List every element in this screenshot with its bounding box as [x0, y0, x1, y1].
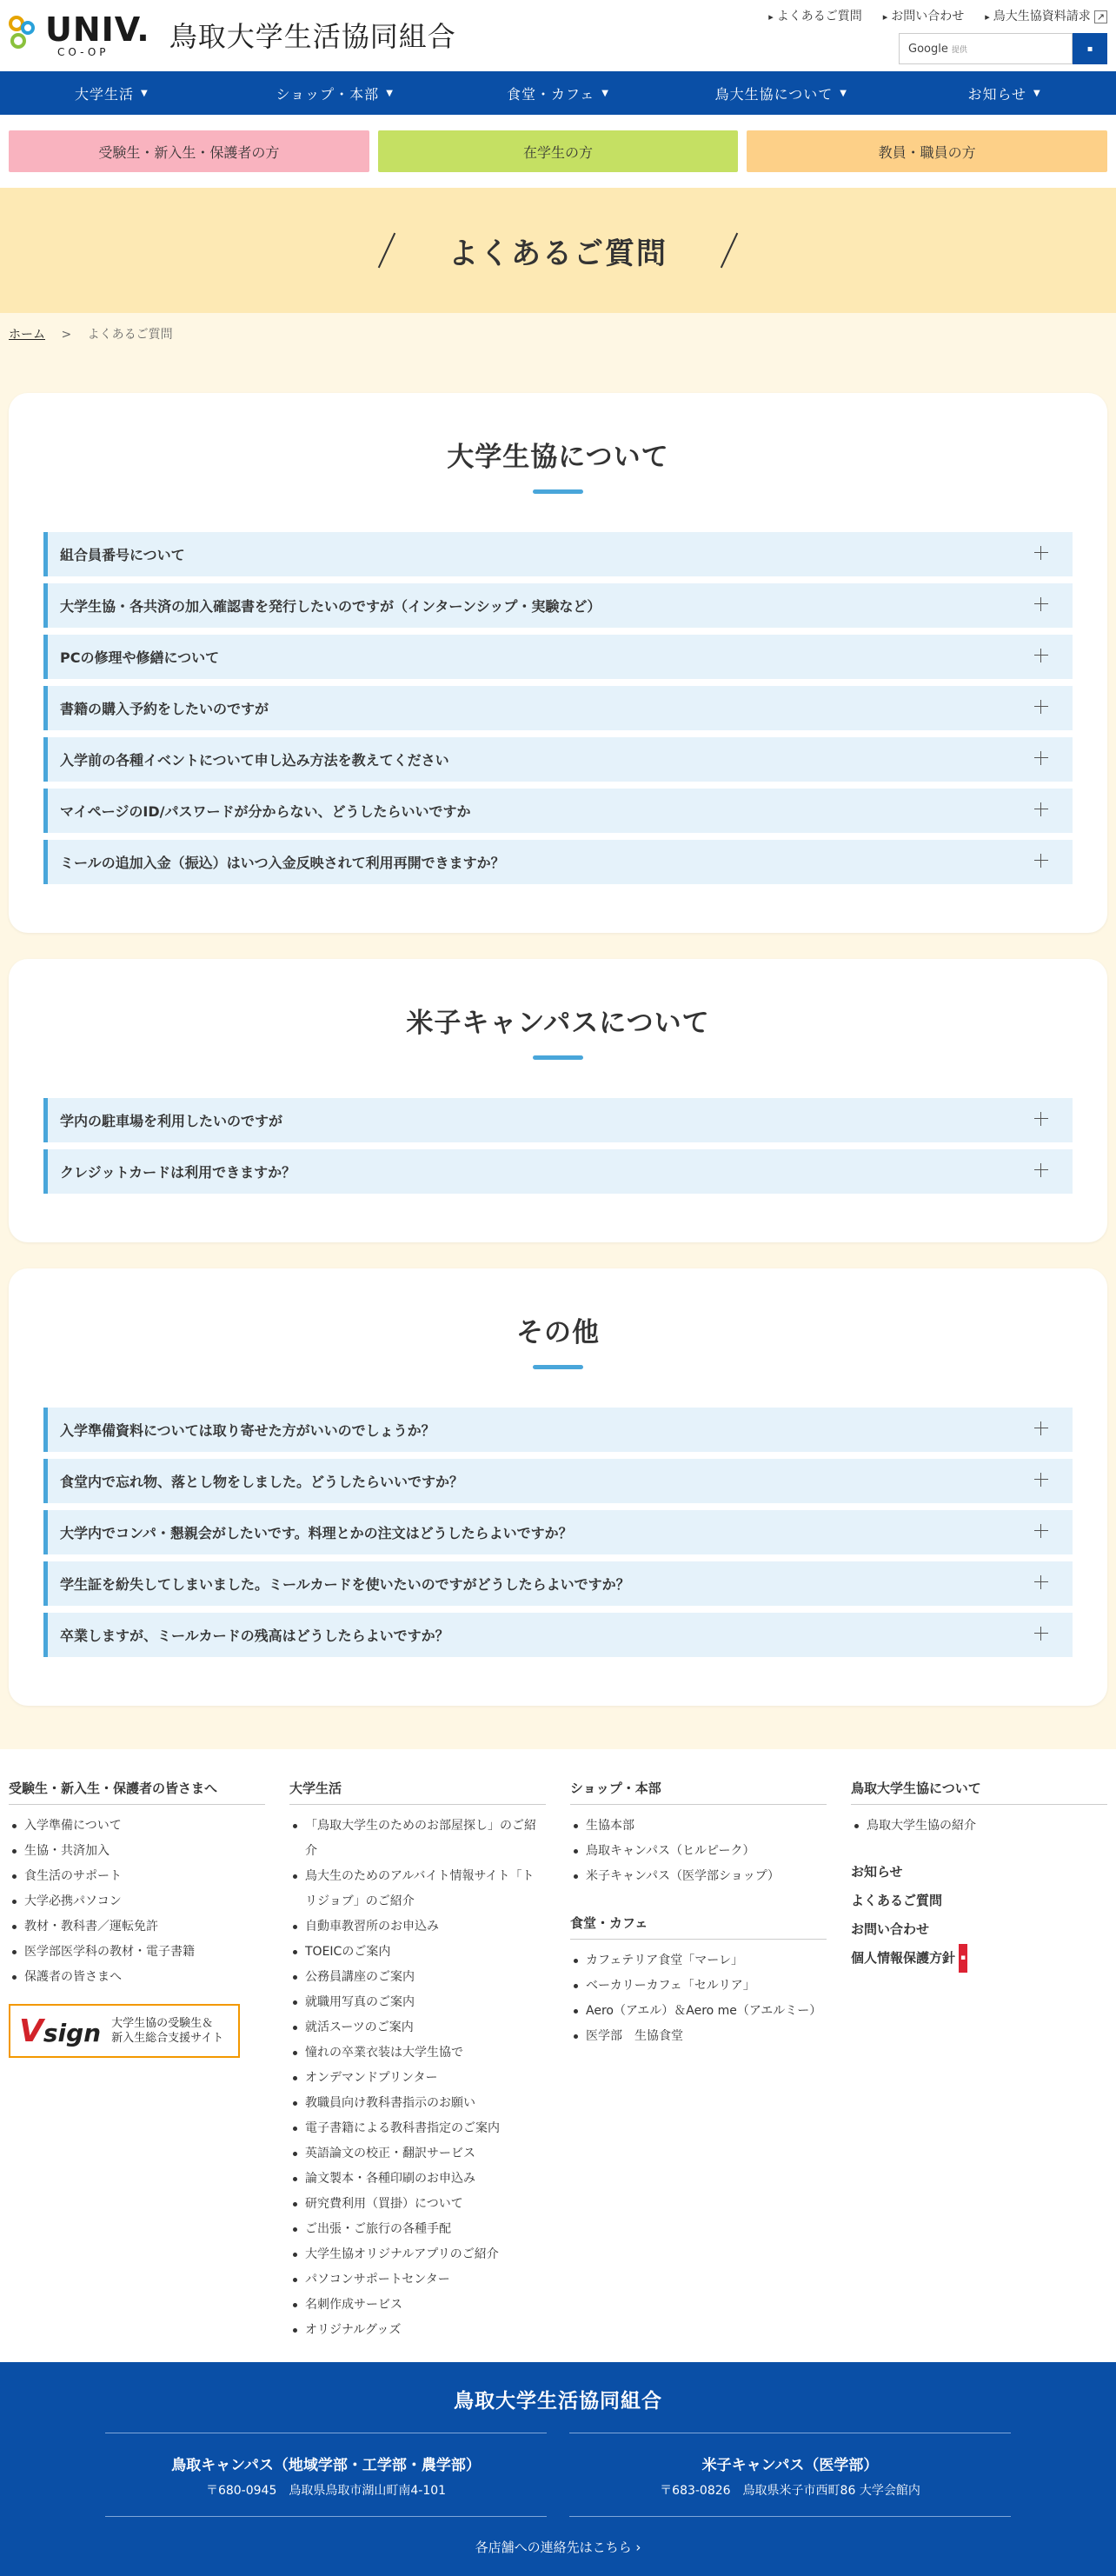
footer-col-campus-life: [289, 1779, 546, 2343]
global-nav: [0, 71, 1116, 115]
plus-icon: [1034, 700, 1048, 714]
util-link-faq[interactable]: ▸ よくあるご質問: [768, 7, 862, 24]
chevron-down-icon: ▼: [386, 88, 394, 98]
footer-link[interactable]: カフェテリア食堂「マーレ」: [570, 1948, 827, 1974]
breadcrumb-separator: >: [61, 328, 72, 342]
footer-link[interactable]: オンデマンドプリンター: [289, 2066, 546, 2091]
faq-item[interactable]: [43, 1408, 1073, 1452]
page-hero: [0, 188, 1116, 313]
nav-cafeteria[interactable]: [447, 71, 670, 115]
footer-heading: 大学生活: [289, 1779, 546, 1805]
plus-icon: [1034, 649, 1048, 662]
plus-icon: [1034, 1524, 1048, 1538]
footer-link[interactable]: 英語論文の校正・翻訳サービス: [289, 2141, 546, 2167]
footer-link[interactable]: 食生活のサポート: [9, 1864, 265, 1889]
faq-item[interactable]: [43, 686, 1073, 730]
faq-item[interactable]: [43, 1149, 1073, 1194]
plus-icon: [1034, 802, 1048, 816]
footer-link[interactable]: Aero（アエル）＆Aero me（アエルミー）: [570, 1999, 827, 2024]
breadcrumb: [0, 313, 1116, 348]
plus-icon: [1034, 1473, 1048, 1487]
nav-campus-life[interactable]: [0, 71, 223, 115]
plus-icon: [1034, 546, 1048, 560]
footer-heading: 食堂・カフェ: [570, 1914, 827, 1940]
footer-link[interactable]: 名刺作成サービス: [289, 2293, 546, 2318]
util-link-contact[interactable]: ▸ お問い合わせ: [883, 7, 965, 24]
faq-item[interactable]: [43, 1510, 1073, 1554]
footer-link[interactable]: 憧れの卒業衣装は大学生協で: [289, 2040, 546, 2066]
plus-icon: [1034, 1112, 1048, 1126]
footer-link-contact[interactable]: お問い合わせ: [851, 1921, 930, 1937]
footer-col-about: [851, 1779, 1107, 2343]
footer-link-privacy[interactable]: [851, 1944, 1107, 1973]
site-header: [0, 0, 1116, 71]
section-title: 米子キャンパスについて: [43, 1001, 1073, 1060]
faq-question: 卒業しますが、ミールカードの残高はどうしたらよいですか？: [60, 1627, 449, 1644]
org-name: 鳥取大学生活協同組合: [454, 2390, 662, 2413]
campus-name: 米子キャンパス（医学部）: [701, 2457, 879, 2474]
nav-label: 鳥大生協について: [714, 85, 834, 103]
logo-coop: CO-OP: [57, 45, 110, 58]
footer-link[interactable]: 米子キャンパス（医学部ショップ）: [570, 1864, 827, 1889]
org-footer: [0, 2362, 1116, 2576]
footer-link[interactable]: パソコンサポートセンター: [289, 2267, 546, 2293]
chevron-down-icon: ▼: [601, 88, 609, 98]
faq-item[interactable]: [43, 737, 1073, 782]
store-contact-link[interactable]: 各店舗への連絡先はこちら ›: [475, 2539, 641, 2555]
chevron-down-icon: ▼: [141, 88, 149, 98]
slash-decoration: [378, 233, 395, 269]
section-title: その他: [43, 1310, 1073, 1369]
faq-question: 学生証を紛失してしまいました。ミールカードを使いたいのですがどうしたらよいですか？: [60, 1576, 630, 1593]
faq-question: ミールの追加入金（振込）はいつ入金反映されて利用再開できますか？: [60, 855, 505, 871]
faq-list: [43, 1098, 1073, 1194]
campus-list: [0, 2433, 1116, 2517]
footer-links: [0, 1749, 1116, 2362]
vsign-logo: [19, 2014, 101, 2049]
plus-icon: [1034, 1575, 1048, 1589]
footer-link[interactable]: 教材・教科書／運転免許: [9, 1914, 265, 1940]
campus-address: 〒680-0945 鳥取県鳥取市湖山町南4-101: [205, 2484, 447, 2498]
pdf-icon: ▪: [959, 1944, 967, 1973]
faq-item[interactable]: [43, 1613, 1073, 1657]
footer-link[interactable]: ご出張・ご旅行の各種手配: [289, 2217, 546, 2242]
faq-item[interactable]: [43, 635, 1073, 679]
vsign-text-line2: 新入生総合支援サイト: [111, 2032, 224, 2045]
chevron-down-icon: ▼: [840, 88, 847, 98]
plus-icon: [1034, 597, 1048, 611]
footer-col-shops: [570, 1779, 827, 2343]
faq-question: 大学内でコンパ・懇親会がしたいです。料理とかの注文はどうしたらよいですか？: [60, 1525, 573, 1541]
faq-question: 学内の駐車場を利用したいのですが: [60, 1113, 283, 1129]
footer-link[interactable]: 大学生協オリジナルアプリのご紹介: [289, 2242, 546, 2267]
faq-question: クレジットカードは利用できますか？: [60, 1164, 296, 1181]
vsign-text-line1: 大学生協の受験生＆: [111, 2017, 214, 2030]
vsign-text: [111, 2016, 223, 2046]
footer-heading: 鳥取大学生協について: [851, 1779, 1107, 1805]
util-link-request-label: 鳥大生協資料請求: [993, 10, 1091, 23]
footer-link[interactable]: 就活スーツのご案内: [289, 2015, 546, 2040]
breadcrumb-current: よくあるご質問: [87, 328, 173, 342]
campus-yonago: [569, 2433, 1011, 2517]
footer-link[interactable]: 鳥取大学生協の紹介: [851, 1814, 1107, 1839]
vsign-logo-v: V: [19, 2013, 43, 2049]
footer-link[interactable]: 「鳥取大学生のためのお部屋探し」のご紹介: [289, 1814, 546, 1864]
utility-links: [768, 7, 1107, 24]
footer-heading: 受験生・新入生・保護者の皆さまへ: [9, 1779, 265, 1805]
footer-link[interactable]: 生協本部: [570, 1814, 827, 1839]
nav-about[interactable]: [669, 71, 893, 115]
search-provider-sub: 提供: [951, 45, 967, 55]
nav-news[interactable]: [893, 71, 1116, 115]
vsign-logo-word: sign: [43, 2018, 102, 2047]
vsign-banner[interactable]: [9, 2004, 240, 2058]
nav-label: 食堂・カフェ: [507, 85, 595, 103]
util-link-request[interactable]: [985, 7, 1107, 24]
nav-label: ショップ・本部: [276, 85, 380, 103]
nav-shop[interactable]: [223, 71, 447, 115]
faq-item[interactable]: [43, 840, 1073, 884]
faq-question: 入学前の各種イベントについて申し込み方法を教えてください: [60, 752, 449, 769]
chevron-down-icon: ▼: [1033, 88, 1041, 98]
plus-icon: [1034, 1421, 1048, 1435]
site-search: [899, 33, 1107, 64]
footer-link[interactable]: 電子書籍による教科書指定のご案内: [289, 2116, 546, 2141]
footer-col-applicants: [9, 1779, 265, 2343]
footer-link[interactable]: 公務員講座のご案内: [289, 1965, 546, 1990]
faq-question: PCの修理や修繕について: [60, 649, 220, 666]
footer-link[interactable]: 鳥大生のためのアルバイト情報サイト「トリジョブ」のご紹介: [289, 1864, 546, 1914]
footer-link[interactable]: 保護者の皆さまへ: [9, 1965, 265, 1990]
search-provider-label: Google: [908, 42, 948, 56]
plus-icon: [1034, 1627, 1048, 1641]
footer-link[interactable]: ベーカリーカフェ「セルリア」: [570, 1974, 827, 1999]
breadcrumb-home[interactable]: ホーム: [9, 328, 45, 342]
campus-address: 〒683-0826 鳥取県米子市西町86 大学会館内: [660, 2484, 920, 2498]
main-content: [0, 313, 1116, 1749]
footer-link[interactable]: 大学必携パソコン: [9, 1889, 265, 1914]
footer-link[interactable]: 研究費利用（買掛）について: [289, 2192, 546, 2217]
plus-icon: [1034, 1163, 1048, 1177]
external-link-icon: ↗: [1094, 10, 1107, 23]
footer-link[interactable]: 生協・共済加入: [9, 1839, 265, 1864]
footer-link-news[interactable]: お知らせ: [851, 1864, 903, 1880]
faq-question: 大学生協・各共済の加入確認書を発行したいのですが（インターンシップ・実験など）: [60, 598, 601, 615]
site-logo[interactable]: [9, 12, 456, 57]
faq-item[interactable]: [43, 1098, 1073, 1142]
campus-name: 鳥取キャンパス（地域学部・工学部・農学部）: [171, 2457, 481, 2474]
footer-link[interactable]: オリジナルグッズ: [289, 2318, 546, 2343]
plus-icon: [1034, 854, 1048, 868]
tab-staff[interactable]: 教員・職員の方: [747, 130, 1107, 172]
faq-item[interactable]: [43, 1459, 1073, 1503]
privacy-label: 個人情報保護方針: [851, 1950, 956, 1966]
tab-students[interactable]: 在学生の方: [378, 130, 739, 172]
site-name: 鳥取大学生活協同組合: [169, 20, 456, 53]
faq-question: 組合員番号について: [60, 547, 185, 563]
logo-univ: UNIV.: [45, 10, 150, 49]
search-button[interactable]: [1073, 33, 1107, 64]
section-title: 大学生協について: [43, 435, 1073, 494]
page-title: よくあるご質問: [448, 236, 668, 271]
logo-text: [45, 10, 150, 58]
faq-list: [43, 532, 1073, 884]
faq-item[interactable]: [43, 583, 1073, 628]
campus-tottori: [105, 2433, 547, 2517]
nav-label: 大学生活: [75, 85, 135, 103]
faq-item[interactable]: [43, 1561, 1073, 1606]
nav-label: お知らせ: [967, 85, 1026, 103]
faq-question: 食堂内で忘れ物、落とし物をしました。どうしたらいいですか？: [60, 1474, 464, 1490]
audience-tabs: [0, 115, 1116, 188]
faq-section-coop: [9, 393, 1107, 933]
footer-link[interactable]: 医学部 生協食堂: [570, 2024, 827, 2049]
footer-link[interactable]: 自動車教習所のお申込み: [289, 1914, 546, 1940]
faq-section-yonago: [9, 959, 1107, 1242]
footer-heading: ショップ・本部: [570, 1779, 827, 1805]
faq-item[interactable]: [43, 789, 1073, 833]
plus-icon: [1034, 751, 1048, 765]
footer-link-faq[interactable]: よくあるご質問: [851, 1893, 943, 1908]
footer-link[interactable]: 就職用写真のご案内: [289, 1990, 546, 2015]
faq-list: [43, 1408, 1073, 1657]
faq-question: マイページのID/パスワードが分からない、どうしたらいいですか: [60, 803, 471, 820]
tab-applicants[interactable]: 受験生・新入生・保護者の方: [9, 130, 369, 172]
coop-logo-icon: [9, 12, 40, 57]
footer-link[interactable]: 入学準備について: [9, 1814, 265, 1839]
faq-section-other: [9, 1268, 1107, 1706]
footer-link[interactable]: 教職員向け教科書指示のお願い: [289, 2091, 546, 2116]
faq-question: 入学準備資料については取り寄せた方がいいのでしょうか？: [60, 1422, 435, 1439]
footer-link[interactable]: TOEICのご案内: [289, 1940, 546, 1965]
footer-link[interactable]: 鳥取キャンパス（ヒルピーク）: [570, 1839, 827, 1864]
footer-link[interactable]: 医学部医学科の教材・電子書籍: [9, 1940, 265, 1965]
slash-decoration: [721, 233, 738, 269]
footer-link[interactable]: 論文製本・各種印刷のお申込み: [289, 2167, 546, 2192]
search-icon: ▪: [1086, 43, 1093, 54]
faq-question: 書籍の購入予約をしたいのですが: [60, 701, 269, 717]
search-input[interactable]: [899, 33, 1073, 64]
faq-item[interactable]: [43, 532, 1073, 576]
